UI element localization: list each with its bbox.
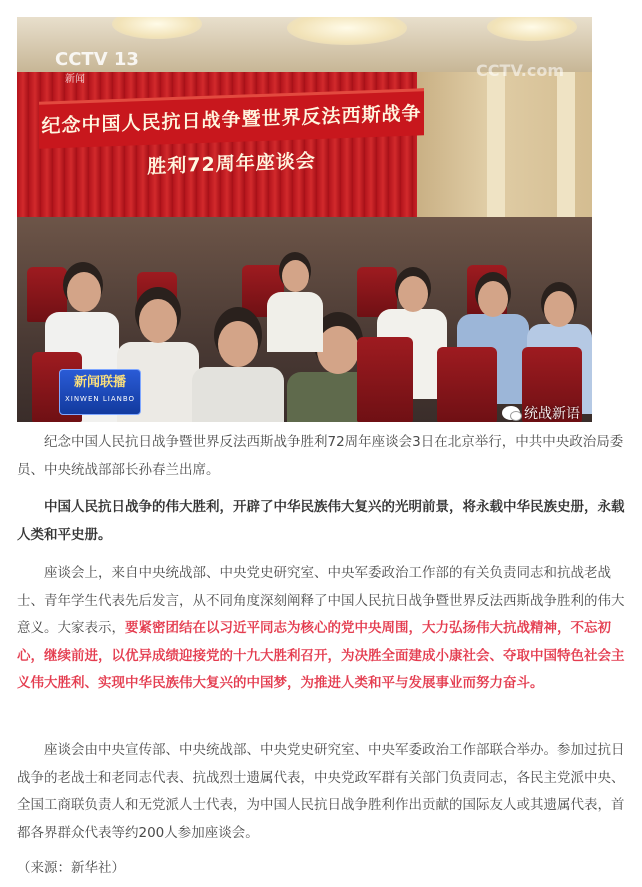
wechat-icon <box>502 406 520 420</box>
channel-sub-text: 新闻 <box>65 74 85 85</box>
photo-caption: 纪念中国人民抗日战争暨世界反法西斯战争胜利72周年座谈会3日在北京举行，中共中央政治局委员、中央统战部部长孙春兰出席。 <box>17 434 624 478</box>
news-logo-sub: XINWEN LIANBO <box>64 395 136 403</box>
cctv-logo <box>55 49 139 85</box>
body-paragraph-1 <box>17 560 625 698</box>
cctv-corner-mark: CCTV.com <box>476 61 564 80</box>
news-photo <box>17 17 592 422</box>
watermark-text: 统战新语 <box>524 406 580 422</box>
highlighted-text: 要紧密团结在以习近平同志为核心的党中央周围，大力弘扬伟大抗战精神，不忘初心，继续前进，以优异成绩迎接党的十九大胜利召开，为决胜全面建成小康社会、夺取中国特色社会主义伟大胜利、实现中华民族伟大复兴的中国梦，为推进人类和平与发展事业而努力奋斗。 <box>17 620 625 691</box>
wechat-watermark <box>502 403 580 422</box>
chair <box>437 347 497 422</box>
photo-banner: 纪念中国人民抗日战争暨世界反法西斯战争胜利72周年座谈会 <box>39 88 424 148</box>
paragraph-text: 座谈会上，来自中央统战部、中央党史研究室、中央军委政治工作部的有关负责同志和抗战老战士、青年学生代表先后发言，从不同角度深刻阐释了中国人民抗日战争暨世界反法西斯战争胜利的伟大意义。大家表示， <box>17 565 625 636</box>
chair <box>357 337 413 422</box>
news-logo-title: 新闻联播 <box>73 375 126 390</box>
body-paragraph-2: 座谈会由中央宣传部、中央统战部、中央党史研究室、中央军委政治工作部联合举办。参加过抗日战争的老战士和老同志代表、抗战烈士遗属代表，中央党政军群有关部门负责同志，各民主党派中央、全国工商联负责人和无党派人士代表，为中国人民抗日战争胜利作出贡献的国际友人或其遗属代表，首都各界群众代表等约200人参加座谈会。 <box>17 742 625 841</box>
lead-paragraph: 中国人民抗日战争的伟大胜利，开辟了中华民族伟大复兴的光明前景，将永载中华民族史册，永载人类和平史册。 <box>17 499 625 543</box>
xinwen-lianbo-logo <box>59 369 141 415</box>
source-credit: （来源：新华社） <box>17 860 125 876</box>
channel-logo-text: CCTV 13 <box>55 49 139 70</box>
